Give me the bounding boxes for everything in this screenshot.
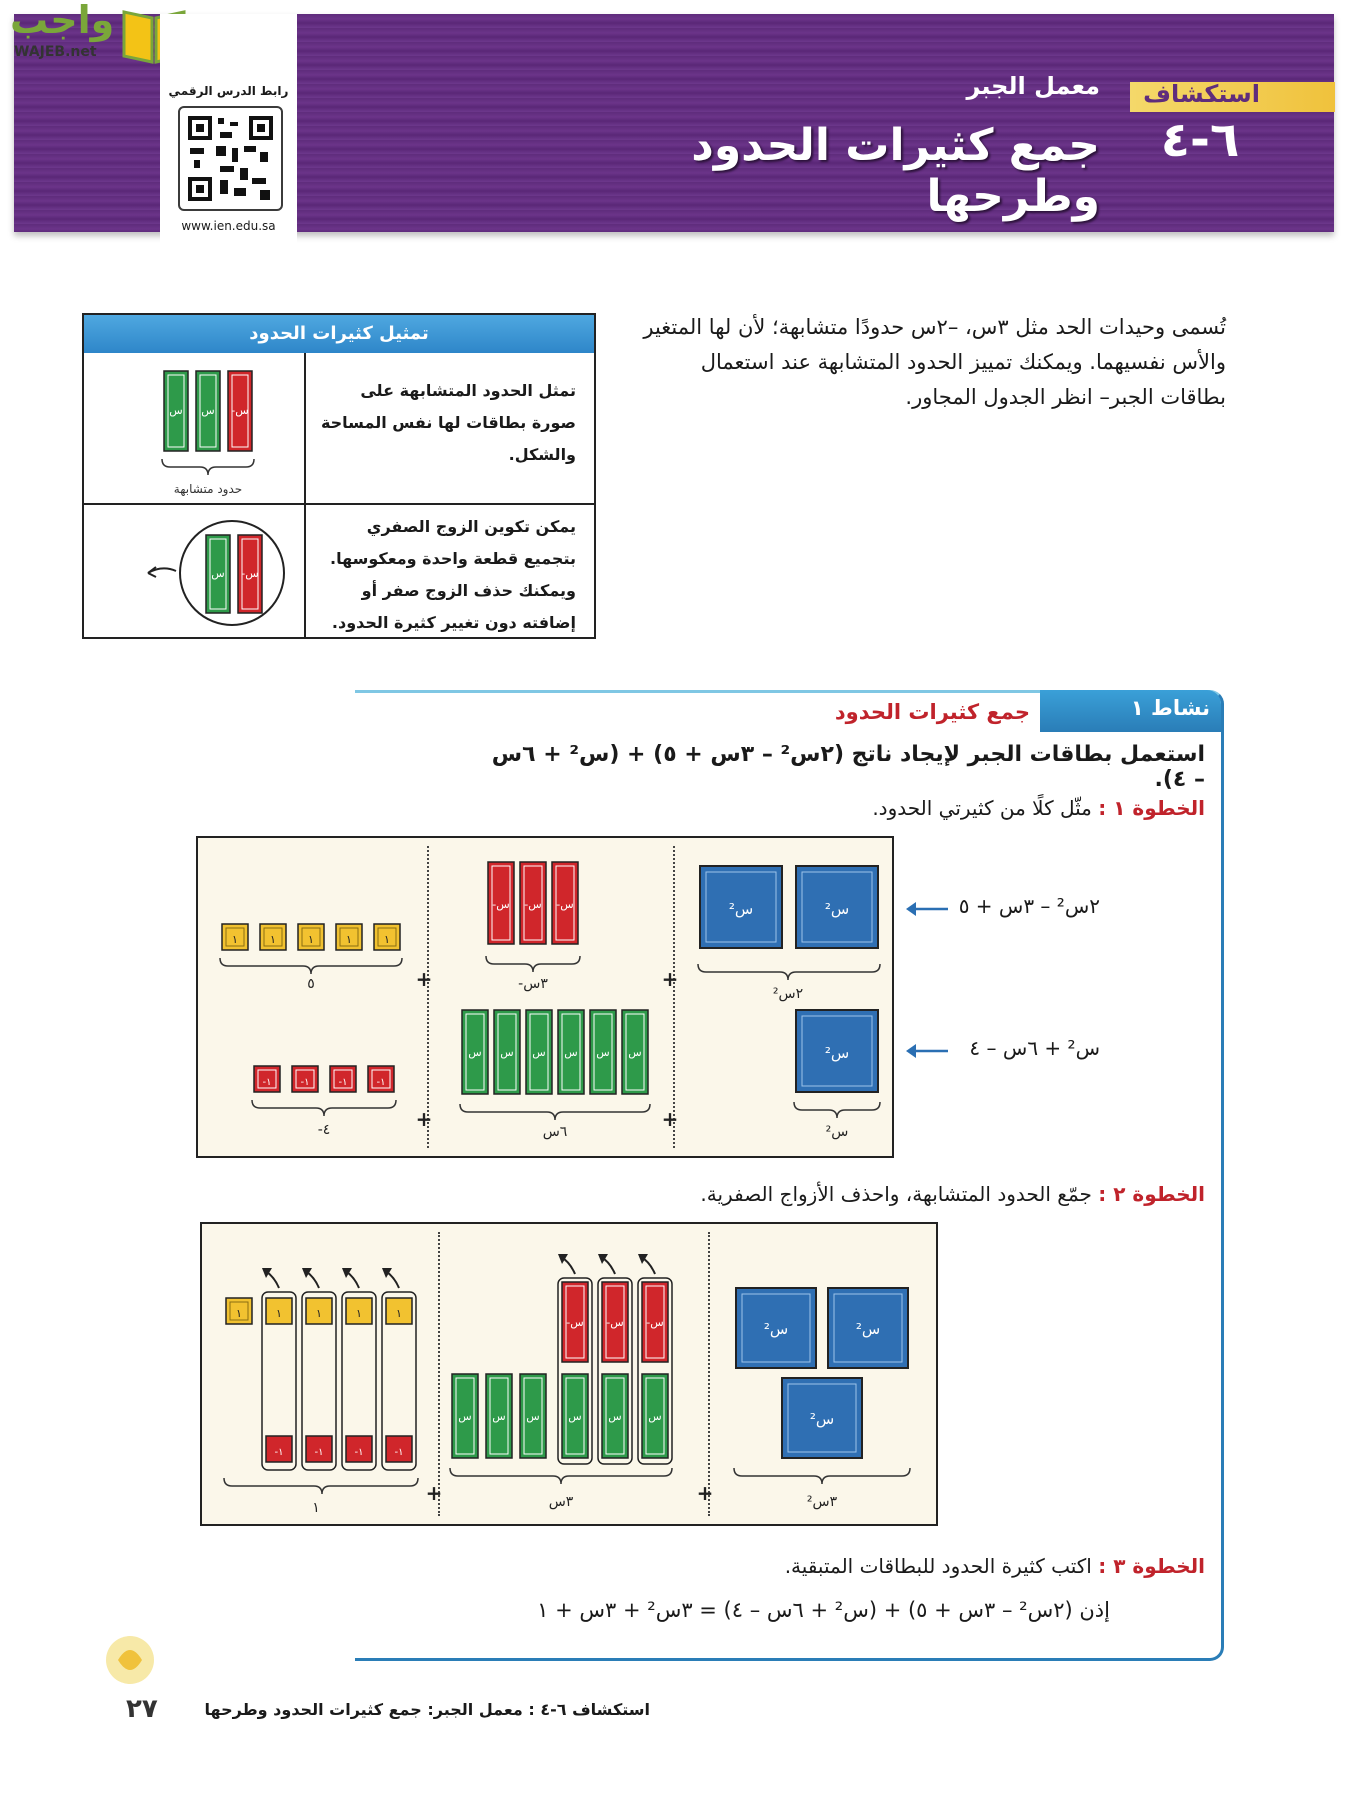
footer-title: استكشاف ٦-٤ : معمل الجبر: جمع كثيرات الحدود وطرحها: [204, 1700, 650, 1719]
svg-text:١: ١: [270, 933, 276, 946]
step2-label-1: ١: [312, 1500, 320, 1516]
activity-title: جمع كثيرات الحدود: [834, 700, 1030, 724]
remove-arrow-icon: [638, 1254, 655, 1274]
tile-one: [336, 924, 362, 950]
svg-text:١: ١: [316, 1307, 322, 1320]
svg-text:-س: -س: [606, 1316, 624, 1329]
svg-text:-١: -١: [314, 1447, 324, 1458]
tile-x: [462, 1010, 488, 1094]
remove-arrow-icon: [382, 1268, 399, 1288]
svg-text:-١: -١: [376, 1077, 386, 1088]
svg-text:س: س: [532, 1046, 546, 1059]
like-terms-caption: حدود متشابهة: [173, 482, 243, 496]
row1-label-5: ٥: [307, 976, 315, 992]
unit-zero-pair: [342, 1292, 376, 1470]
qr-card[interactable]: [160, 14, 297, 246]
svg-text:-١: -١: [274, 1447, 284, 1458]
svg-text:س²: س²: [763, 1320, 789, 1338]
tile-x: [520, 1374, 546, 1458]
svg-text:١: ١: [308, 933, 314, 946]
svg-text:-س: -س: [566, 1316, 584, 1329]
unit-zero-pair: [302, 1292, 336, 1470]
svg-text:-س: -س: [492, 898, 510, 911]
tile-neg-x-label: -س: [231, 404, 249, 417]
svg-text:س: س: [468, 1046, 482, 1059]
tile-neg-one: [254, 1066, 280, 1092]
activity-instruction: استعمل بطاقات الجبر لإيجاد ناتج (٢س² – ٣س + ٥) + (س² + ٦س – ٤).: [491, 742, 1205, 792]
plus-sign: +: [696, 1481, 714, 1505]
svg-text:١: ١: [396, 1307, 402, 1320]
step3: [700, 1554, 1205, 1578]
svg-text:-س: -س: [646, 1316, 664, 1329]
step2-label-3x: ٣س: [548, 1494, 574, 1510]
svg-text:س²: س²: [824, 1044, 850, 1062]
unit-zero-pair: [262, 1292, 296, 1470]
intro-paragraph: تُسمى وحيدات الحد مثل ٣س، –٢س حدودًا متشابهة؛ لأن لها المتغير والأس نفسيهما. ويمكنك تمييز الحدود المتشابهة عند استعمال بطاقات الجبر– انظر الجدول المجاور.: [643, 315, 1226, 409]
tile-x-label: س: [211, 567, 225, 580]
step3-text: اكتب كثيرة الحدود للبطاقات المتبقية.: [784, 1554, 1092, 1578]
svg-text:١: ١: [276, 1307, 282, 1320]
qr-label: رابط الدرس الرقمي: [168, 84, 289, 98]
explore-label: استكشاف: [1143, 80, 1260, 108]
step1-tiles-panel: [196, 836, 894, 1158]
tile-neg-one: [368, 1066, 394, 1092]
table-title: تمثيل كثيرات الحدود: [84, 315, 594, 353]
tile-x: [590, 1010, 616, 1094]
step1: [700, 796, 1205, 820]
table-row-divider: [84, 503, 594, 505]
svg-text:-١: -١: [354, 1447, 364, 1458]
tile-neg-x-label: -س: [241, 567, 259, 580]
svg-text:س: س: [596, 1046, 610, 1059]
arrow-left-icon: [902, 1040, 950, 1062]
step2-label: الخطوة ٢ :: [1098, 1182, 1205, 1206]
svg-text:س: س: [568, 1410, 582, 1423]
plus-sign: +: [661, 1107, 679, 1131]
svg-text:١: ١: [236, 1307, 242, 1320]
table-row1-text: تمثل الحدود المتشابهة على صورة بطاقات لها نفس المساحة والشكل.: [320, 381, 576, 464]
tile-neg-x: [552, 862, 578, 944]
activity-tab-label: نشاط ١: [1130, 696, 1210, 720]
zero-pair: [638, 1278, 672, 1464]
tile-neg-one: [292, 1066, 318, 1092]
unit-zero-pair: [382, 1292, 416, 1470]
tile-x-squared: [796, 1010, 878, 1092]
tile-x: [486, 1374, 512, 1458]
remove-arrow-icon: [262, 1268, 279, 1288]
svg-text:-١: -١: [338, 1077, 348, 1088]
remove-arrow-icon: [302, 1268, 319, 1288]
arrow-left-icon: [902, 898, 950, 920]
tile-one: [374, 924, 400, 950]
step2-tiles: [202, 1224, 936, 1524]
tile-x-squared: [782, 1378, 862, 1458]
logo-latin: WAJEB.net: [14, 44, 97, 60]
conclusion-equation: إذن (٢س² – ٣س + ٥) + (س² + ٦س – ٤) = ٣س² + ٣س + ١: [537, 1598, 1110, 1622]
lab-title: معمل الجبر: [966, 72, 1100, 100]
step1-label: الخطوة ١ :: [1098, 796, 1205, 820]
row2-label-6x: ٦س: [542, 1124, 568, 1140]
table-row2-text: يمكن تكوين الزوج الصفري بتجميع قطعة واحدة ومعكوسها. ويمكنك حذف الزوج صفر أو إضافته دون تغيير كثيرة الحدود.: [329, 517, 576, 632]
table-column-divider: [304, 353, 306, 637]
step1-tiles: [198, 838, 892, 1156]
qr-code-icon[interactable]: [178, 106, 283, 211]
tile-x-squared: [700, 866, 782, 948]
plus-sign: +: [415, 1107, 433, 1131]
svg-text:-١: -١: [262, 1077, 272, 1088]
svg-text:س²: س²: [809, 1410, 835, 1428]
svg-text:١: ١: [346, 933, 352, 946]
tile-x: [526, 1010, 552, 1094]
svg-text:-١: -١: [394, 1447, 404, 1458]
tile-x-squared: [736, 1288, 816, 1368]
tile-one: [298, 924, 324, 950]
tile-neg-one: [330, 1066, 356, 1092]
zero-pair-figure: [114, 511, 304, 631]
like-terms-tiles: [124, 359, 294, 499]
row1-label-neg3x: -٣س: [518, 976, 548, 992]
tile-x-label: س: [201, 404, 215, 417]
row2-label-x2: س²: [825, 1124, 849, 1140]
step3-label: الخطوة ٣ :: [1098, 1554, 1205, 1578]
svg-text:س: س: [458, 1410, 472, 1423]
svg-text:س: س: [492, 1410, 506, 1423]
step2-text: جمّع الحدود المتشابهة، واحذف الأزواج الصفرية.: [700, 1182, 1092, 1206]
svg-text:س²: س²: [824, 900, 850, 918]
lesson-number: ٦-٤: [1160, 112, 1240, 168]
tile-one: [260, 924, 286, 950]
row1-label-x2: ٢س²: [772, 986, 804, 1002]
tile-x: [622, 1010, 648, 1094]
qr-url[interactable]: www.ien.edu.sa: [181, 219, 276, 233]
svg-text:س: س: [628, 1046, 642, 1059]
remove-arrow-icon: [342, 1268, 359, 1288]
tile-x-label: س: [169, 404, 183, 417]
svg-text:-س: -س: [556, 898, 574, 911]
representation-table: [82, 313, 596, 639]
decorative-logo-icon: [100, 1620, 160, 1690]
page-number: ٢٧: [126, 1694, 158, 1724]
row2-label-neg4: -٤: [317, 1122, 331, 1138]
svg-text:-س: -س: [524, 898, 542, 911]
plus-sign: +: [661, 967, 679, 991]
plus-sign: +: [415, 967, 433, 991]
remove-arrow-icon: [598, 1254, 615, 1274]
page-title: جمع كثيرات الحدود وطرحها: [691, 120, 1100, 222]
svg-text:س: س: [648, 1410, 662, 1423]
step1-text: مثّل كلًا من كثيرتي الحدود.: [872, 796, 1092, 820]
tile-x: [452, 1374, 478, 1458]
row2-expression: س² + ٦س – ٤: [969, 1036, 1100, 1060]
row1-expression: ٢س² – ٣س + ٥: [958, 894, 1100, 918]
svg-text:س²: س²: [855, 1320, 881, 1338]
tile-neg-x: [488, 862, 514, 944]
svg-text:١: ١: [384, 933, 390, 946]
tile-x: [558, 1010, 584, 1094]
step2: [600, 1182, 1205, 1206]
svg-text:س: س: [500, 1046, 514, 1059]
svg-text:س: س: [526, 1410, 540, 1423]
tile-x-squared: [796, 866, 878, 948]
remove-arrow-icon: [558, 1254, 575, 1274]
svg-text:-١: -١: [300, 1077, 310, 1088]
plus-sign: +: [425, 1481, 443, 1505]
svg-text:س²: س²: [728, 900, 754, 918]
tile-one: [226, 1298, 252, 1324]
step2-label-3x2: ٣س²: [806, 1494, 838, 1510]
logo-arabic: واجب: [10, 0, 115, 42]
svg-text:س: س: [608, 1410, 622, 1423]
svg-text:١: ١: [356, 1307, 362, 1320]
tile-neg-x: [520, 862, 546, 944]
zero-pair: [598, 1278, 632, 1464]
tile-x-squared: [828, 1288, 908, 1368]
svg-text:١: ١: [232, 933, 238, 946]
zero-pair: [558, 1278, 592, 1464]
site-logo[interactable]: [10, 0, 185, 68]
svg-text:س: س: [564, 1046, 578, 1059]
step2-tiles-panel: [200, 1222, 938, 1526]
tile-x: [494, 1010, 520, 1094]
tile-one: [222, 924, 248, 950]
